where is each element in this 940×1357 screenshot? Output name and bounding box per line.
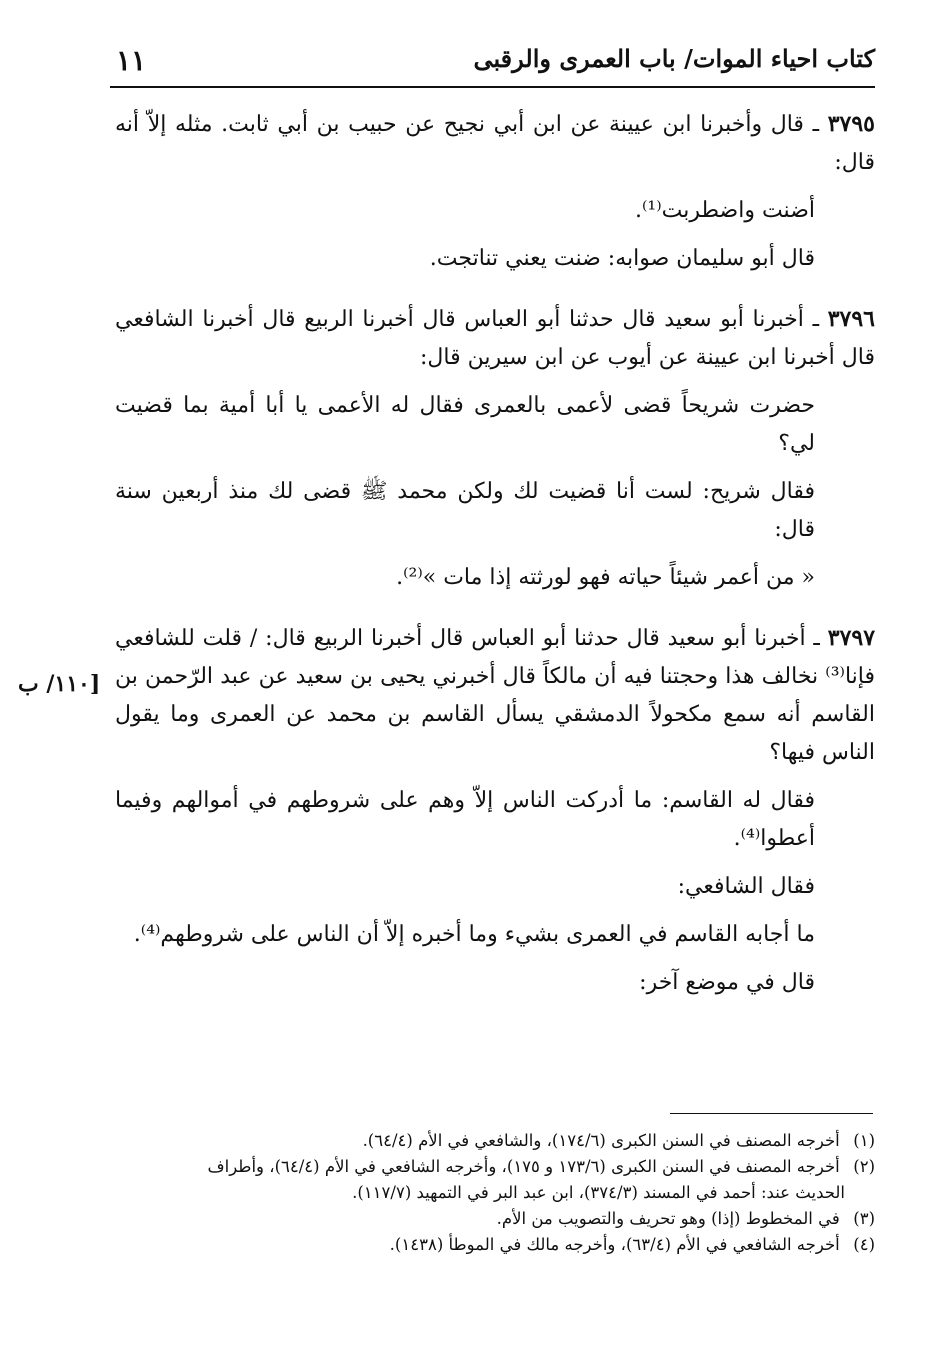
narration-paragraph: حضرت شريحاً قضى لأعمى بالعمرى فقال له الأعمى يا أبا أمية بما قضيت لي؟: [115, 393, 815, 456]
footnote-4: [115, 1232, 875, 1258]
hadith-3795: [115, 105, 875, 182]
commentary-line: قال أبو سليمان صوابه: ضنت يعني تناتجت.: [429, 246, 815, 271]
page-header: [110, 38, 875, 88]
footnote-2: [115, 1154, 875, 1180]
hadith-text: ـ أخبرنا أبو سعيد قال حدثنا أبو العباس قال أخبرنا الربيع قال: / قلت للشافعي فإنا⁽³⁾ نخالف هذا وحجتنا فيه أن مالكاً قال أخبرني يحيى بن سعيد عن عبد الرّحمن بن القاسم أنه سمع مكحولاً الدمشقي يسأل القاسم بن محمد عن العمرى وما يقول الناس فيها؟: [115, 626, 875, 765]
narration-paragraph: فقال له القاسم: ما أدركت الناس إلاّ وهم على شروطهم في أموالهم وفيما أعطوا⁽⁴⁾.: [115, 788, 815, 851]
footnote-2-continuation: الحديث عند: أحمد في المسند (٣٧٤/٣)، ابن عبد البر في التمهيد (١١٧/٧).: [352, 1183, 845, 1202]
footnote-text: في المخطوط (إذا) وهو تحريف والتصويب من الأم.: [496, 1209, 840, 1228]
narration-paragraph: قال في موضع آخر:: [639, 970, 815, 995]
manuscript-folio-marker: [١١٠/ ب: [18, 671, 101, 697]
hadith-3796: [115, 300, 875, 377]
footnote-text: أخرجه المصنف في السنن الكبرى (١٧٤/٦)، والشافعي في الأم (٦٤/٤).: [362, 1131, 840, 1150]
narration-paragraph: فقال شريح: لست أنا قضيت لك ولكن محمد ﷺ قضى لك منذ أربعين سنة قال:: [115, 479, 815, 542]
footnote-number: (١): [853, 1131, 875, 1150]
main-text: [115, 105, 875, 1012]
hadith-quote: « من أعمر شيئاً حياته فهو لورثته إذا مات »⁽²⁾.: [396, 565, 815, 590]
hadith-number: ٣٧٩٧: [827, 625, 876, 651]
footnote-1: [115, 1128, 875, 1154]
narration-paragraph: فقال الشافعي:: [677, 874, 815, 899]
footnote-3: [115, 1206, 875, 1232]
hadith-number: ٣٧٩٥: [827, 111, 875, 137]
footnote-text: أخرجه المصنف في السنن الكبرى (١٧٣/٦ و ١٧٥)، وأخرجه الشافعي في الأم (٦٤/٤)، وأطراف: [207, 1157, 840, 1176]
quote-line: أضنت واضطربت⁽¹⁾.: [635, 198, 815, 223]
footnote-separator: [670, 1113, 873, 1114]
footnote-number: (٤): [853, 1235, 875, 1254]
hadith-3797: [115, 619, 875, 772]
running-title: كتاب احياء الموات/ باب العمرى والرقبى: [473, 44, 875, 73]
hadith-number: ٣٧٩٦: [827, 306, 875, 332]
footnotes: [115, 1128, 875, 1258]
hadith-text: ـ قال وأخبرنا ابن عيينة عن ابن أبي نجيح عن حبيب بن أبي ثابت. مثله إلاّ أنه قال:: [115, 112, 875, 175]
hadith-text: ـ أخبرنا أبو سعيد قال حدثنا أبو العباس قال أخبرنا الربيع قال أخبرنا الشافعي قال أخبرنا ابن عيينة عن أيوب عن ابن سيرين قال:: [115, 307, 875, 370]
narration-paragraph: ما أجابه القاسم في العمرى بشيء وما أخبره إلاّ أن الناس على شروطهم⁽⁴⁾.: [133, 922, 815, 947]
page-number: ١١: [116, 44, 147, 77]
footnote-text: أخرجه الشافعي في الأم (٦٣/٤)، وأخرجه مالك في الموطأ (١٤٣٨).: [389, 1235, 840, 1254]
footnote-number: (٢): [853, 1157, 875, 1176]
footnote-number: (٣): [853, 1209, 875, 1228]
